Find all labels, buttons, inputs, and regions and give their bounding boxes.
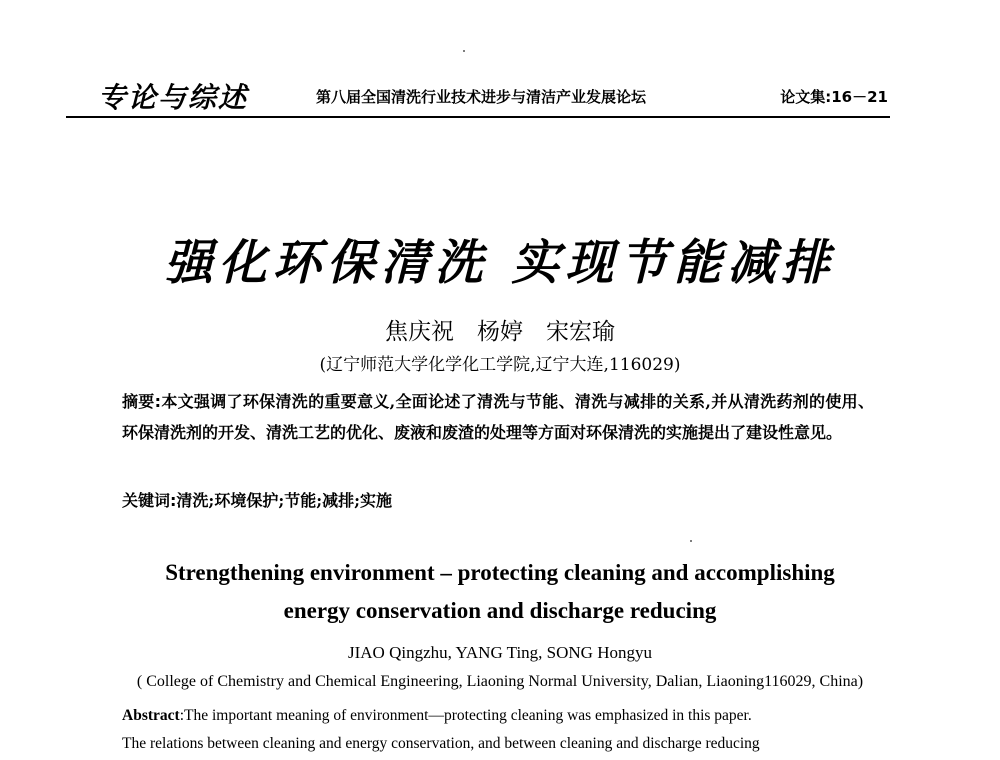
header-rule — [66, 116, 890, 118]
chinese-authors: 焦庆祝 杨婷 宋宏瑜 — [385, 319, 615, 345]
chinese-abstract-label: 摘要: — [122, 392, 162, 411]
scan-dot — [463, 50, 465, 52]
english-abstract-line1: :The important meaning of environment—protecting cleaning was emphasized in this paper. — [179, 707, 752, 724]
chinese-abstract-text: 本文强调了环保清洗的重要意义,全面论述了清洗与节能、清洗与减排的关系,并从清洗药剂的使用、环保清洗剂的开发、清洗工艺的优化、废液和废渣的处理等方面对环保清洗的实施提出了建设性意见。 — [122, 392, 874, 442]
english-abstract-line2: The relations between cleaning and energy conservation, and between cleaning and discharge reducing — [122, 735, 760, 752]
chinese-title: 强化环保清洗 实现节能减排 — [164, 235, 836, 291]
english-title-line1: Strengthening environment – protecting cleaning and accomplishing — [165, 560, 835, 585]
english-affiliation: ( College of Chemistry and Chemical Engineering, Liaoning Normal University, Dalian, Liaoning116029, China) — [136, 673, 864, 690]
chinese-abstract — [122, 386, 874, 448]
forum-title: 第八届全国清洗行业技术进步与清洁产业发展论坛 — [316, 88, 647, 106]
chinese-keywords — [122, 488, 874, 511]
english-title — [0, 554, 1000, 630]
english-title-line2: energy conservation and discharge reducing — [283, 598, 717, 623]
column-heading: 专论与综述 — [98, 81, 249, 114]
chinese-keywords-label: 关键词: — [122, 491, 177, 510]
english-abstract — [122, 702, 882, 758]
page-range: 论文集:16－21 — [780, 88, 888, 106]
scan-dot — [690, 540, 692, 542]
english-abstract-label: Abstract — [122, 707, 180, 724]
chinese-affiliation: (辽宁师范大学化学化工学院,辽宁大连,116029) — [319, 355, 681, 375]
chinese-keywords-text: 清洗;环境保护;节能;减排;实施 — [176, 491, 393, 510]
english-authors: JIAO Qingzhu, YANG Ting, SONG Hongyu — [348, 643, 652, 662]
